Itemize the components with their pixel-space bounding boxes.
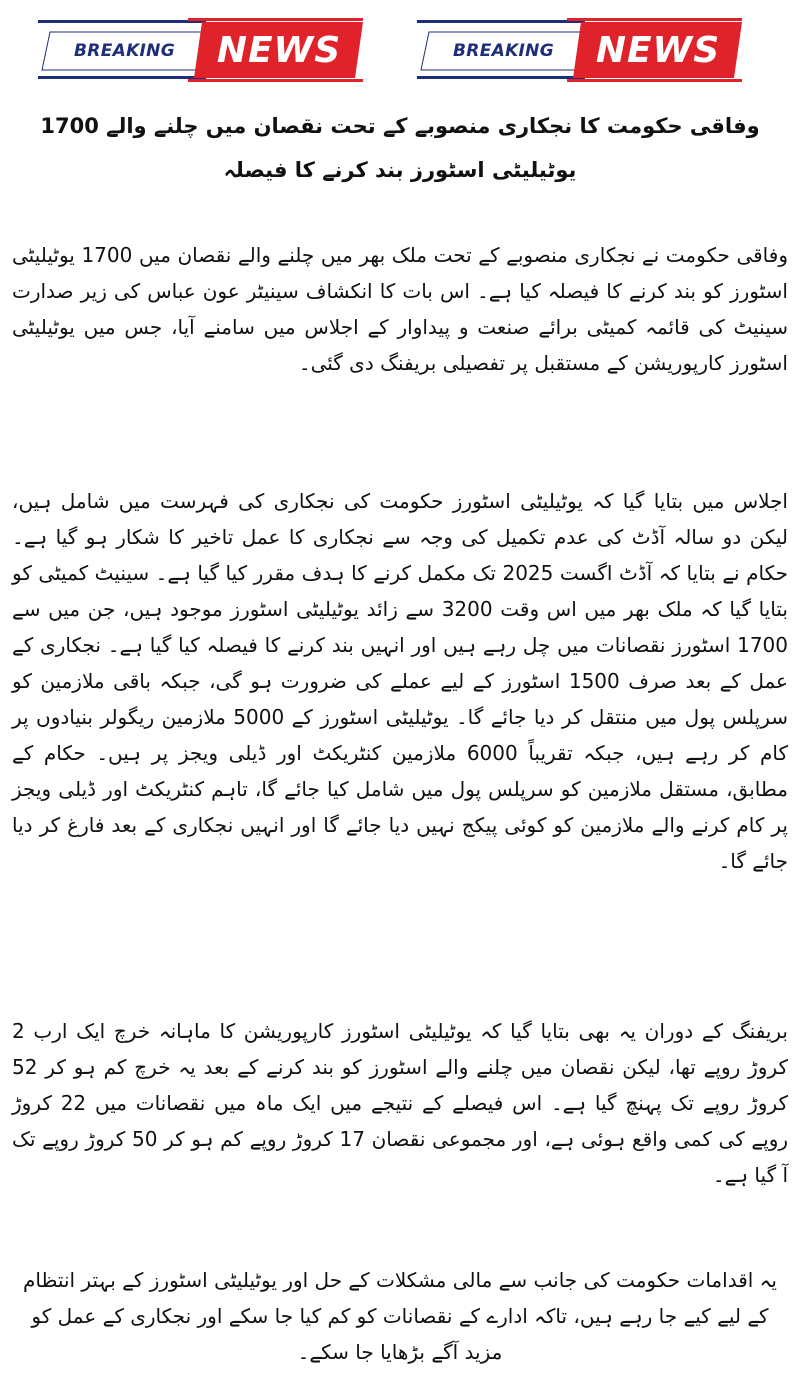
article-paragraph-3: بریفنگ کے دوران یہ بھی بتایا گیا کہ یوٹیلیٹی اسٹورز کارپوریشن کا ماہانہ خرچ ایک ارب 2 کروڑ روپے تھا، لیکن نقصان میں چلنے والے اسٹورز کو بند کرنے کے بعد یہ خرچ کم ہو کر 52 کروڑ روپے تک پہنچ گیا ہے۔ اس فیصلے کے نتیجے میں ایک ماہ میں نقصانات میں 22 کروڑ روپے کی کمی واقع ہوئی ہے، اور مجموعی نقصان 17 کروڑ روپے کم ہو کر 50 کروڑ روپے تک آ گیا ہے۔	[12, 1019, 789, 1187]
news-label: NEWS	[216, 30, 342, 71]
article-paragraph-1: وفاقی حکومت نے نجکاری منصوبے کے تحت ملک بھر میں چلنے والے نقصان میں 1700 یوٹیلیٹی اسٹورز کو بند کرنے کا فیصلہ کیا ہے۔ اس بات کا انکشاف سینیٹر عون عباس کی زیر صدارت سینیٹ کی قائمہ کمیٹی برائے صنعت و پیداوار کے اجلاس میں سامنے آیا، جس میں یوٹیلیٹی اسٹورز کارپوریشن کے مستقبل پر تفصیلی بریفنگ دی گئی۔	[12, 243, 788, 375]
article-paragraph-2: اجلاس میں بتایا گیا کہ یوٹیلیٹی اسٹورز حکومت کی نجکاری کی فہرست میں شامل ہیں، لیکن دو سالہ آڈٹ کی عدم تکمیل کی وجہ سے نجکاری کا عمل تاخیر کا شکار ہو گیا ہے۔ حکام نے بتایا کہ آڈٹ اگست 2025 تک مکمل کرنے کا ہدف مقرر کیا گیا ہے۔ سینیٹ کمیٹی کو بتایا گیا کہ ملک بھر میں اس وقت 3200 سے زائد یوٹیلیٹی اسٹورز موجود ہیں، جن میں سے 1700 اسٹورز نقصانات میں چل رہے ہیں اور انہیں بند کرنے کا فیصلہ کیا گیا ہے۔ نجکاری کے عمل کے بعد صرف 1500 اسٹورز کے لیے عملے کی ضرورت ہو گی، جبکہ باقی ملازمین کو سرپلس پول میں منتقل کر دیا جائے گا۔ یوٹیلیٹی اسٹورز کے 5000 ملازمین ریگولر بنیادوں پر کام کر رہے ہیں، جبکہ تقریباً 6000 ملازمین کنٹریکٹ اور ڈیلی ویجز پر ہیں۔ حکام کے مطابق، مستقل ملازمین کو سرپلس پول میں شامل کیا جائے گا، تاہم کنٹریکٹ اور ڈیلی ویجز پر کام کرنے والے ملازمین کو کوئی پیکج نہیں دیا جائے گا اور انہیں نجکاری کے بعد فارغ کر دیا جائے گا۔	[12, 489, 788, 873]
news-label: NEWS	[595, 30, 721, 71]
article-headline: وفاقی حکومت کا نجکاری منصوبے کے تحت نقصان میں چلنے والے 1700 یوٹیلیٹی اسٹورز بند کرنے کا فیصلہ	[40, 114, 760, 182]
breaking-label: BREAKING	[74, 41, 175, 61]
breaking-label: BREAKING	[453, 41, 554, 61]
breaking-news-banner-left	[38, 14, 363, 84]
breaking-news-banner-right	[417, 14, 742, 84]
article-paragraph-4: یہ اقدامات حکومت کی جانب سے مالی مشکلات کے حل اور یوٹیلیٹی اسٹورز کے بہتر انتظام کے لیے کیے جا رہے ہیں، تاکہ ادارے کے نقصانات کو کم کیا جا سکے اور نجکاری کے عمل کو مزید آگے بڑھایا جا سکے۔	[23, 1268, 777, 1364]
